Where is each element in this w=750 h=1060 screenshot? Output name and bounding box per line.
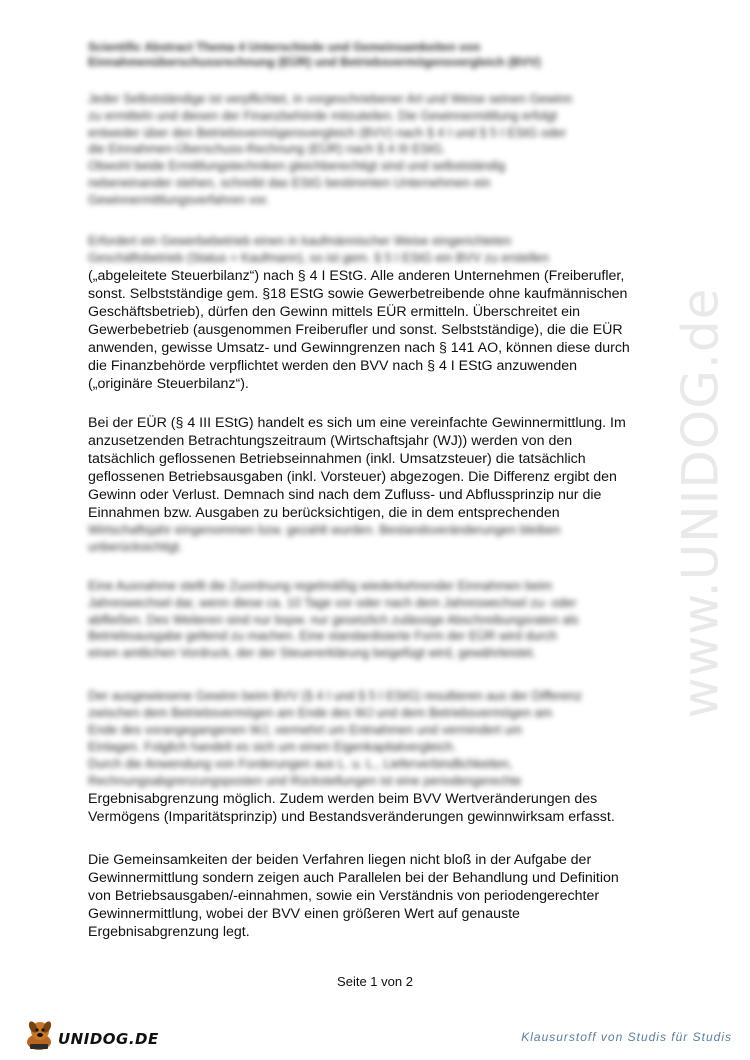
text-line: geflossenen Betriebsausgaben (inkl. Vorsteuer) abgezogen. Die Differenz ergibt den	[88, 469, 617, 485]
text-line: Durch die Anwendung von Forderungen aus L. u. L., Lieferverbindlichkeiten,	[88, 757, 513, 771]
text-line: Gewinnermittlung sondern zeigen auch Parallelen bei der Behandlung und Definition	[88, 870, 619, 886]
text-line: die Finanzbehörde verpflichtet werden den BVV nach § 4 I EStG anzuwenden	[88, 358, 577, 374]
unidog-logo[interactable]	[22, 1016, 159, 1052]
text-line: Obwohl beide Ermittlungstechniken gleichberechtigt sind und selbstständig	[88, 159, 506, 174]
text-line: sonst. Selbstständige gem. §18 EStG sowie Gewerbetreibende ohne kaufmännischen	[88, 286, 628, 302]
text-line: die Einnahmen-Überschuss-Rechnung (EÜR) nach § 4 III EStG.	[88, 142, 446, 157]
text-line: Ende des vorangegangenen WJ, vermehrt um Entnahmen und vermindert um	[88, 723, 523, 737]
text-line: Einnahmen bzw. Ausgaben zu berücksichtigen, die in dem entsprechenden	[88, 505, 560, 521]
text-line: Geschäftsbetrieb), dürfen den Gewinn mittels EÜR ermitteln. Überschreitet ein	[88, 304, 581, 320]
logo-text: UNIDOG.DE	[58, 1030, 159, 1048]
text-line: Geschäftsbetrieb (Status = Kaufmann), so ist gem. § 5 I EStG ein BVV zu erstellen	[88, 251, 549, 265]
text-line: unberücksichtigt.	[88, 540, 183, 554]
text-line: entweder über den Betriebsvermögensvergleich (BVV) nach § 4 I und § 5 I EStG oder	[88, 125, 567, 140]
text-line: zu ermitteln und diesen der Finanzbehörde mitzuteilen. Die Gewinnermittlung erfolgt	[88, 108, 558, 123]
text-line: Gewinn oder Verlust. Demnach sind nach dem Zufluss- und Abflussprinzip nur die	[88, 487, 602, 503]
text-line: Jahreswechsel dar, wenn diese ca. 10 Tage vor oder nach dem Jahreswechsel zu- oder	[88, 595, 577, 610]
document-title	[88, 40, 648, 70]
text-line: nebeneinander stehen, schreibt das EStG bestimmten Unternehmen ein	[88, 175, 491, 190]
text-line: Ergebnisabgrenzung möglich. Zudem werden beim BVV Wertveränderungen des	[88, 791, 598, 807]
text-line: von Betriebsausgaben/-einnahmen, sowie ein Verständnis von periodengerechter	[88, 888, 600, 904]
text-line: Bei der EÜR (§ 4 III EStG) handelt es sich um eine vereinfachte Gewinnermittlung. Im	[88, 415, 626, 431]
text-line: Eine Ausnahme stellt die Zuordnung regelmäßig wiederkehrender Einnahmen beim	[88, 579, 553, 593]
text-line: Einlagen. Folglich handelt es sich um einen Eigenkapitalvergleich.	[88, 740, 457, 754]
title-line: Scientific Abstract Thema 4 Unterschiede und Gemeinsamkeiten von	[88, 40, 481, 54]
text-line: einen amtlichen Vordruck, der der Steuererklärung beigefügt wird, gewährleistet.	[88, 646, 537, 661]
text-line: Wirtschaftsjahr eingenommen bzw. gezahlt wurden. Bestandsveränderungen bleiben	[88, 523, 561, 537]
text-line: Vermögens (Imparitätsprinzip) und Bestandsveränderungen gewinnwirksam erfasst.	[88, 809, 615, 825]
text-line: Rechnungsabgrenzungsposten und Rückstellungen ist eine periodengerechte	[88, 774, 522, 788]
watermark	[668, 278, 732, 728]
text-line: Betriebsausgabe geltend zu machen. Eine standardisierte Form der EÜR wird durch	[88, 629, 558, 644]
text-line: Jeder Selbstständige ist verpflichtet, in vorgeschriebener Art und Weise seinen Gewinn	[88, 92, 573, 106]
text-line: Die Gemeinsamkeiten der beiden Verfahren liegen nicht bloß in der Aufgabe der	[88, 852, 592, 868]
paragraph-4	[88, 578, 658, 662]
dog-icon	[22, 1018, 56, 1052]
text-line: abfließen. Des Weiteren sind nur bspw. nur gesetzlich zulässige Abschreibungsraten als	[88, 612, 579, 627]
watermark-text: www.UNIDOG.de	[671, 287, 730, 719]
title-line: Einnahmenüberschussrechnung (EÜR) und Betriebsvermögensvergleich (BVV)	[88, 55, 541, 69]
text-line: („abgeleitete Steuerbilanz“) nach § 4 I EStG. Alle anderen Unternehmen (Freiberufler,	[88, 268, 625, 284]
text-line: Gewerbebetrieb (ausgenommen Freiberufler und sonst. Selbstständige), die die EÜR	[88, 322, 623, 338]
text-line: anwenden, gewisse Umsatz- und Gewinngrenzen nach § 141 AO, können diese durch	[88, 340, 630, 356]
text-line: Gewinnermittlungsverfahren vor.	[88, 192, 270, 207]
text-line: anzusetzenden Betrachtungszeitraum (Wirtschaftsjahr (WJ)) werden von den	[88, 433, 573, 449]
footer-tagline: Klausurstoff von Studis für Studis	[521, 1030, 732, 1044]
paragraph-2	[88, 233, 658, 393]
text-line: Ergebnisabgrenzung legt.	[88, 924, 250, 940]
page-number: Seite 1 von 2	[337, 974, 413, 989]
text-line: („originäre Steuerbilanz“).	[88, 376, 249, 392]
paragraph-1	[88, 91, 658, 209]
paragraph-3	[88, 414, 658, 556]
paragraph-5	[88, 688, 658, 826]
text-line: Der ausgewiesene Gewinn beim BVV (§ 4 I und § 5 I EStG) resultieren aus der Differenz	[88, 689, 582, 703]
text-line: zwischen dem Betriebsvermögen am Ende des WJ und dem Betriebsvermögen am	[88, 706, 553, 720]
text-line: tatsächlich geflossenen Betriebseinnahmen (inkl. Umsatzsteuer) die tatsächlich	[88, 451, 586, 467]
text-line: Erfordert ein Gewerbebetrieb einen in kaufmännischer Weise eingerichteten	[88, 234, 512, 248]
paragraph-6	[88, 851, 658, 941]
text-line: Gewinnermittlung, wobei der BVV einen größeren Wert auf genauste	[88, 906, 520, 922]
